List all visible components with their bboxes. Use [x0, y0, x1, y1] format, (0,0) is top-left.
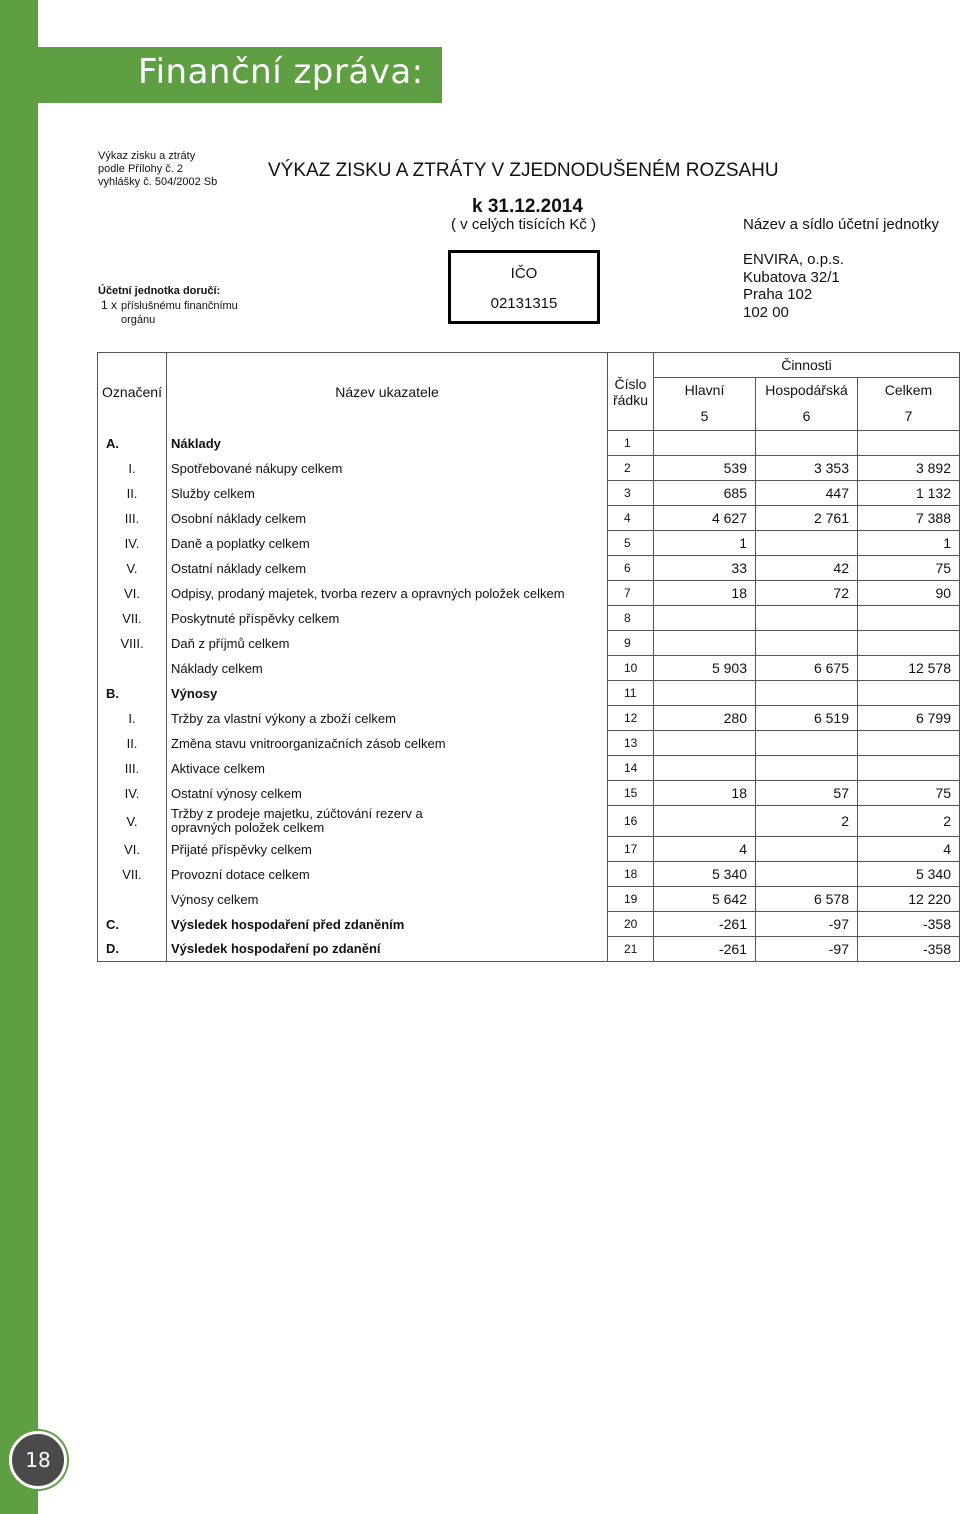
row-name: Odpisy, prodaný majetek, tvorba rezerv a opravných položek celkem — [167, 581, 608, 606]
value-total — [858, 756, 960, 781]
row-mark: V. — [98, 556, 167, 581]
value-main: -261 — [654, 937, 756, 962]
row-mark: I. — [98, 706, 167, 731]
value-main: 5 903 — [654, 656, 756, 681]
entity-line: ENVIRA, o.p.s. — [743, 251, 844, 268]
row-name — [167, 806, 608, 837]
row-mark: V. — [98, 806, 167, 837]
table-row — [98, 556, 960, 581]
row-number: 21 — [608, 937, 654, 962]
value-total — [858, 631, 960, 656]
header-name: Název ukazatele — [167, 353, 608, 431]
value-total: 1 — [858, 531, 960, 556]
row-mark — [98, 887, 167, 912]
report-date: k 31.12.2014 — [472, 196, 583, 217]
header-activities: Činnosti — [654, 353, 960, 378]
value-main: 539 — [654, 456, 756, 481]
row-number: 10 — [608, 656, 654, 681]
table-row — [98, 706, 960, 731]
row-name: Spotřebované nákupy celkem — [167, 456, 608, 481]
table-row — [98, 887, 960, 912]
row-mark: I. — [98, 456, 167, 481]
row-number: 1 — [608, 431, 654, 456]
table-row — [98, 912, 960, 937]
row-mark: IV. — [98, 531, 167, 556]
row-name: Přijaté příspěvky celkem — [167, 837, 608, 862]
value-total — [858, 681, 960, 706]
value-total: -358 — [858, 937, 960, 962]
value-main — [654, 756, 756, 781]
report-title: VÝKAZ ZISKU A ZTRÁTY V ZJEDNODUŠENÉM ROZSAHU — [268, 160, 779, 181]
value-total: 75 — [858, 781, 960, 806]
value-economic — [756, 606, 858, 631]
value-economic: 3 353 — [756, 456, 858, 481]
value-economic: 72 — [756, 581, 858, 606]
row-name: Aktivace celkem — [167, 756, 608, 781]
value-economic — [756, 631, 858, 656]
row-number: 18 — [608, 862, 654, 887]
header-economic: Hospodářská — [756, 378, 858, 403]
value-economic: 57 — [756, 781, 858, 806]
ico-value: 02131315 — [490, 295, 558, 312]
value-economic — [756, 531, 858, 556]
row-name: Poskytnuté příspěvky celkem — [167, 606, 608, 631]
value-main: 18 — [654, 781, 756, 806]
delivery-heading: Účetní jednotka doručí: — [98, 285, 221, 297]
value-total: 90 — [858, 581, 960, 606]
value-main: 33 — [654, 556, 756, 581]
value-main: 4 627 — [654, 506, 756, 531]
entity-line: 102 00 — [743, 303, 789, 321]
value-total — [858, 606, 960, 631]
table-row — [98, 481, 960, 506]
value-economic: 42 — [756, 556, 858, 581]
value-main — [654, 806, 756, 837]
table-row — [98, 862, 960, 887]
value-economic: 2 — [756, 806, 858, 837]
value-economic: 2 761 — [756, 506, 858, 531]
row-mark: IV. — [98, 781, 167, 806]
row-name: Tržby za vlastní výkony a zboží celkem — [167, 706, 608, 731]
row-number: 8 — [608, 606, 654, 631]
header-row-number-line: Číslo — [614, 375, 647, 392]
value-economic — [756, 837, 858, 862]
delivery-target-line: orgánu — [121, 314, 156, 326]
report-units: ( v celých tisících Kč ) — [451, 216, 597, 233]
table-row — [98, 506, 960, 531]
value-main: 4 — [654, 837, 756, 862]
header-total: Celkem — [858, 378, 960, 403]
value-main: 280 — [654, 706, 756, 731]
row-number: 5 — [608, 531, 654, 556]
row-mark: VII. — [98, 862, 167, 887]
value-main — [654, 431, 756, 456]
value-economic — [756, 731, 858, 756]
entity-line: Kubatova 32/1 — [743, 268, 840, 286]
value-economic: 6 519 — [756, 706, 858, 731]
ico-label: IČO — [510, 265, 538, 282]
row-mark: VII. — [98, 606, 167, 631]
row-mark: II. — [98, 731, 167, 756]
header-col-number: 5 — [654, 402, 756, 431]
row-name: Výnosy — [167, 681, 608, 706]
row-name: Daně a poplatky celkem — [167, 531, 608, 556]
table-row — [98, 581, 960, 606]
row-mark: VIII. — [98, 631, 167, 656]
table-row — [98, 656, 960, 681]
header-main: Hlavní — [654, 378, 756, 403]
decree-line: podle Přílohy č. 2 — [98, 163, 183, 175]
value-economic: -97 — [756, 937, 858, 962]
table-row — [98, 606, 960, 631]
row-number: 19 — [608, 887, 654, 912]
row-name: Výsledek hospodaření po zdanění — [167, 937, 608, 962]
value-total: 4 — [858, 837, 960, 862]
row-number: 12 — [608, 706, 654, 731]
row-number: 6 — [608, 556, 654, 581]
row-number: 3 — [608, 481, 654, 506]
row-name-line: Tržby z prodeje majetku, zúčtování rezerv a — [171, 806, 423, 821]
value-total: 6 799 — [858, 706, 960, 731]
row-number: 15 — [608, 781, 654, 806]
row-name: Služby celkem — [167, 481, 608, 506]
table-row — [98, 456, 960, 481]
row-mark — [98, 656, 167, 681]
row-name: Výnosy celkem — [167, 887, 608, 912]
row-number: 20 — [608, 912, 654, 937]
row-name: Náklady celkem — [167, 656, 608, 681]
row-number: 9 — [608, 631, 654, 656]
value-total: 12 220 — [858, 887, 960, 912]
row-number: 11 — [608, 681, 654, 706]
value-total: 7 388 — [858, 506, 960, 531]
value-main: 18 — [654, 581, 756, 606]
decree-line: vyhlášky č. 504/2002 Sb — [98, 176, 218, 188]
value-economic — [756, 756, 858, 781]
entity-heading: Název a sídlo účetní jednotky — [743, 216, 939, 233]
ico-box — [448, 250, 600, 324]
value-economic — [756, 681, 858, 706]
value-total — [858, 731, 960, 756]
header-col-number: 7 — [858, 402, 960, 431]
side-accent-bar — [0, 0, 38, 1514]
value-economic: 6 675 — [756, 656, 858, 681]
delivery-target-line: příslušnému finančnímu — [121, 300, 238, 312]
row-name: Osobní náklady celkem — [167, 506, 608, 531]
header-row-number — [608, 353, 654, 431]
table-row — [98, 781, 960, 806]
row-name: Daň z příjmů celkem — [167, 631, 608, 656]
row-mark: C. — [98, 912, 167, 937]
header-col-number: 6 — [756, 402, 858, 431]
table-row — [98, 731, 960, 756]
row-mark: B. — [98, 681, 167, 706]
value-total: 2 — [858, 806, 960, 837]
row-number: 16 — [608, 806, 654, 837]
row-name: Výsledek hospodaření před zdaněním — [167, 912, 608, 937]
value-total — [858, 431, 960, 456]
table-row — [98, 756, 960, 781]
value-main: 5 642 — [654, 887, 756, 912]
row-mark: D. — [98, 937, 167, 962]
value-total: 5 340 — [858, 862, 960, 887]
income-statement-table — [97, 352, 960, 962]
delivery-count: 1 x — [101, 298, 118, 312]
table-row — [98, 531, 960, 556]
value-economic — [756, 862, 858, 887]
value-main: 1 — [654, 531, 756, 556]
value-main: 685 — [654, 481, 756, 506]
row-mark: VI. — [98, 581, 167, 606]
row-name: Ostatní náklady celkem — [167, 556, 608, 581]
row-mark: III. — [98, 756, 167, 781]
value-main — [654, 681, 756, 706]
value-main — [654, 631, 756, 656]
row-number: 14 — [608, 756, 654, 781]
table-row — [98, 806, 960, 837]
table-header-row — [98, 353, 960, 378]
page-number-badge: 18 — [9, 1431, 67, 1489]
row-name: Ostatní výnosy celkem — [167, 781, 608, 806]
row-mark: VI. — [98, 837, 167, 862]
value-main — [654, 731, 756, 756]
table-row — [98, 937, 960, 962]
entity-address — [743, 251, 844, 321]
value-total: 12 578 — [858, 656, 960, 681]
value-total: 1 132 — [858, 481, 960, 506]
row-number: 2 — [608, 456, 654, 481]
value-economic: 447 — [756, 481, 858, 506]
row-number: 13 — [608, 731, 654, 756]
table-row — [98, 431, 960, 456]
value-main: 5 340 — [654, 862, 756, 887]
delivery-target — [121, 299, 238, 327]
value-main — [654, 606, 756, 631]
row-mark: III. — [98, 506, 167, 531]
page-heading: Finanční zpráva: — [138, 52, 424, 92]
value-economic: 6 578 — [756, 887, 858, 912]
decree-line: Výkaz zisku a ztráty — [98, 150, 196, 162]
decree-reference — [98, 150, 217, 189]
header-mark: Označení — [98, 353, 167, 431]
row-name: Změna stavu vnitroorganizačních zásob celkem — [167, 731, 608, 756]
row-number: 17 — [608, 837, 654, 862]
entity-line: Praha 102 — [743, 286, 813, 303]
table-row — [98, 631, 960, 656]
value-total: 3 892 — [858, 456, 960, 481]
row-number: 4 — [608, 506, 654, 531]
value-total: -358 — [858, 912, 960, 937]
header-row-number-line: řádku — [612, 391, 649, 408]
value-economic: -97 — [756, 912, 858, 937]
row-name: Náklady — [167, 431, 608, 456]
value-main: -261 — [654, 912, 756, 937]
row-mark: II. — [98, 481, 167, 506]
row-name-line: opravných položek celkem — [171, 820, 325, 835]
table-row — [98, 837, 960, 862]
row-mark: A. — [98, 431, 167, 456]
value-economic — [756, 431, 858, 456]
value-total: 75 — [858, 556, 960, 581]
row-name: Provozní dotace celkem — [167, 862, 608, 887]
table-row — [98, 681, 960, 706]
row-number: 7 — [608, 581, 654, 606]
